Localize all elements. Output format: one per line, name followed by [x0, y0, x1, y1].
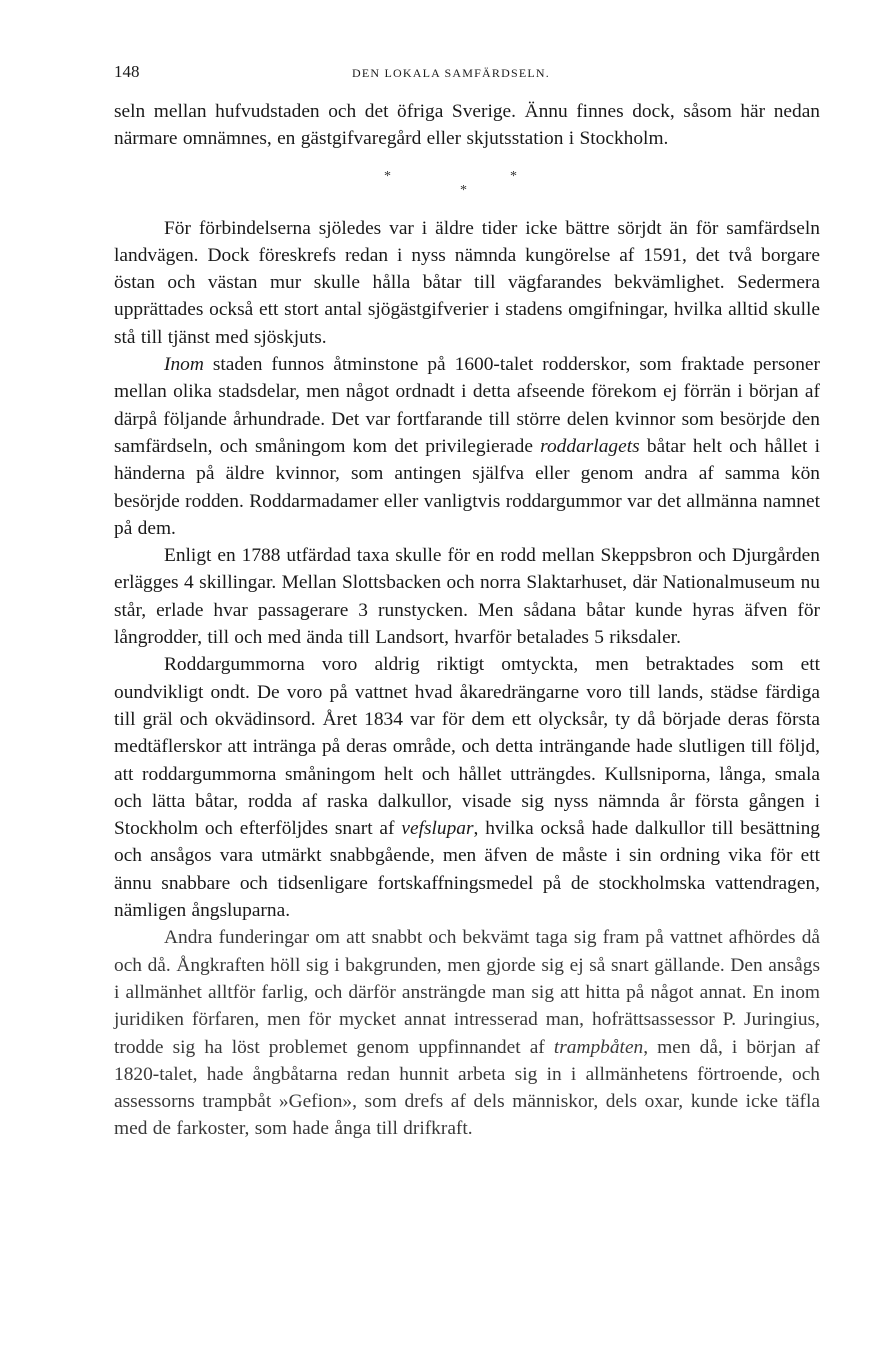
body-text [114, 98, 820, 1143]
paragraph-3-text-b: båtar helt och hållet i händerna på äldre kvinnor, som antingen själfva eller genom andra af samma kön besörjde rodden. Roddarmadamer eller vanligtvis roddargummor var det allmänna namnet på dem. [114, 435, 821, 539]
asterisk-icon: * [510, 168, 517, 184]
italic-term: trampbåten [553, 1036, 644, 1058]
paragraph-2: För förbindelserna sjöledes var i äldre tider icke bättre sörjdt än för samfärdseln landvägen. Dock föreskrefs redan i nyss nämnda kungörelse af 1591, det två borgare östan och västan mur skulle hålla båtar till vägfarandes bekvämlighet. Sedermera upprättades också ett stort antal sjögästgifverier i stadens omgifningar, hvilka alltid skulle stå till tjänst med sjöskjuts. [114, 217, 820, 348]
asterisk-icon: * [460, 182, 467, 198]
paragraph-6-text-b: , men då, i början af 1820-talet, hade ångbåtarna redan hunnit arbeta sig in i allmänhetens förtroende, och assessorns trampbåt »Gefion», som drefs af dels människor, dels oxar, kunde icke täfla med de farkoster, som hade ånga till drifkraft. [114, 1036, 821, 1140]
paragraph-5-text-b: , hvilka också hade dalkullor till besättning och ansågos vara utmärkt snabbgående, men äfven de måste i sin ordning vika för ett ännu snabbare och tidsenligare fortskaffningsmedel på de stockholmska vattendragen, nämligen ångsluparna. [114, 818, 820, 922]
section-break-asterism [114, 163, 820, 207]
paragraph-5-text-a: Roddargummorna voro aldrig riktigt omtyckta, men betraktades som ett oundvikligt ondt. De voro på vattnet hvad åkaredrängarne voro till lands, städse färdiga till gräl och okvädinsord. Året 1834 var för dem ett olycksår, ty då började deras första medtäflerskor att intränga på deras område, och detta inträngande hade slutligen till följd, att roddargummorna småningom helt och hållet utträngdes. Kullsniporna, långa, smala och lätta båtar, rodda af raska dalkullor, visade sig nyss nämnda år första gången i Stockholm och efterföljdes snart af [114, 654, 820, 840]
page-number: 148 [114, 62, 140, 81]
paragraph-6-text-a: Andra funderingar om att snabbt och bekvämt taga sig fram på vattnet afhördes då och då. Ångkraften höll sig i bakgrunden, men gjorde sig ej så snart gällande. Den ansågs i allmänhet alltför farlig, och därför ansträngde man sig att hitta på något annat. En inom juridiken förfaren, men för mycket annat intresserad man, hofrättsassessor P. Juringius, trodde sig ha löst problemet genom uppfinnandet af [114, 927, 820, 1058]
running-head: DEN LOKALA SAMFÄRDSELN. [352, 66, 550, 80]
italic-term: roddarlagets [540, 435, 640, 457]
italic-term: Inom [164, 354, 204, 376]
asterisk-icon: * [384, 168, 391, 184]
paragraph-4: Enligt en 1788 utfärdad taxa skulle för en rodd mellan Skeppsbron och Djurgården erlägges 4 skillingar. Mellan Slottsbacken och norra Slaktarhuset, där Nationalmuseum nu står, erlade hvar passagerare 3 runstycken. Men sådana båtar kunde hyras äfven för långrodder, till och med ända till Landsort, hvarför betalades 5 riksdaler. [114, 545, 820, 649]
italic-term: vefslupar [401, 818, 474, 840]
paragraph-3 [114, 351, 820, 542]
paragraph-3-text-a: staden funnos åtminstone på 1600-talet rodderskor, som fraktade personer mellan olika stadsdelar, men något ordnadt i detta afseende förekom ej förrän i början af därpå följande århundrade. Det var fortfarande till större delen kvinnor som besörjde den samfärdseln, och småningom kom det privilegierade [114, 354, 820, 457]
paragraph-6 [114, 924, 820, 1142]
page-header [114, 62, 820, 84]
paragraph-5 [114, 651, 820, 924]
paragraph-1: seln mellan hufvudstaden och det öfriga Sverige. Ännu finnes dock, såsom här nedan närmare omnämnes, en gästgifvaregård eller skjutsstation i Stockholm. [114, 101, 820, 150]
